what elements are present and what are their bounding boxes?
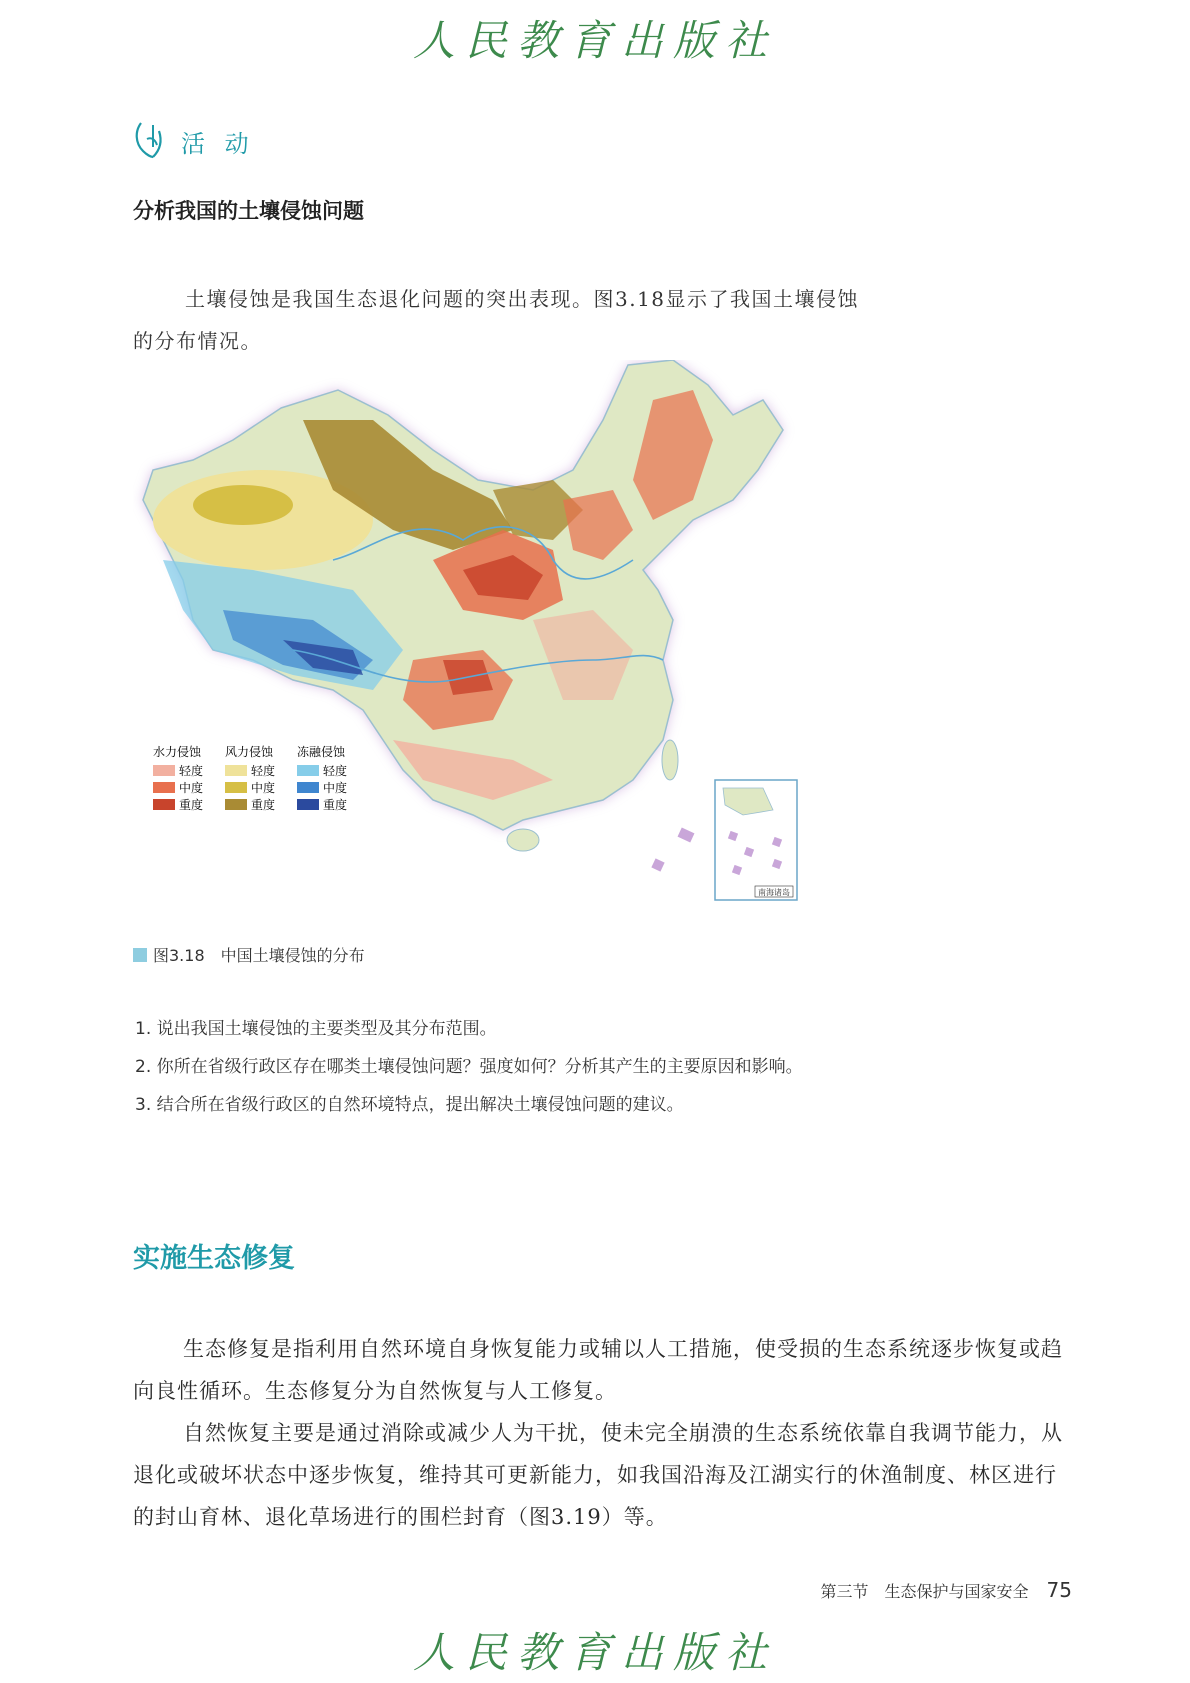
legend-water-light-swatch bbox=[153, 765, 175, 776]
question-item: 1. 说出我国土壤侵蚀的主要类型及其分布范围。 bbox=[135, 1019, 497, 1039]
question-item: 3. 结合所在省级行政区的自然环境特点，提出解决土壤侵蚀问题的建议。 bbox=[135, 1095, 684, 1115]
legend-wind-heavy-swatch bbox=[225, 799, 247, 810]
caption-marker-icon bbox=[133, 948, 147, 962]
question-list bbox=[135, 1010, 895, 1124]
island-marker bbox=[651, 858, 664, 871]
publisher-watermark-top: 人民教育出版社 bbox=[412, 16, 777, 65]
legend-water-light: 轻度 bbox=[179, 764, 204, 778]
legend-water-title: 水力侵蚀 bbox=[153, 745, 202, 759]
inset-label: 南海诸岛 bbox=[758, 888, 790, 897]
hainan-island bbox=[507, 829, 539, 851]
legend-wind bbox=[225, 744, 275, 812]
figure-caption bbox=[133, 943, 365, 966]
legend-freeze-heavy-swatch bbox=[297, 799, 319, 810]
legend-wind-medium-swatch bbox=[225, 782, 247, 793]
legend-freeze-medium: 中度 bbox=[323, 781, 348, 795]
intro-paragraph: 土壤侵蚀是我国生态退化问题的突出表现。图3.18显示了我国土壤侵蚀的分布情况。 bbox=[133, 287, 860, 353]
legend-freeze-title: 冻融侵蚀 bbox=[297, 745, 346, 759]
legend-water bbox=[153, 744, 203, 812]
activity-title: 分析我国的土壤侵蚀问题 bbox=[133, 199, 364, 223]
legend-water-heavy-swatch bbox=[153, 799, 175, 810]
activity-label: 活 动 bbox=[181, 130, 255, 158]
page-number: 75 bbox=[1046, 1578, 1072, 1602]
legend-freeze-light: 轻度 bbox=[323, 764, 348, 778]
legend-freeze-heavy: 重度 bbox=[323, 798, 348, 812]
legend-water-heavy: 重度 bbox=[179, 798, 204, 812]
legend-wind-title: 风力侵蚀 bbox=[225, 745, 274, 759]
body-paragraph-1: 生态修复是指利用自然环境自身恢复能力或辅以人工措施，使受损的生态系统逐步恢复或趋向良性循环。生态修复分为自然恢复与人工修复。 bbox=[133, 1337, 1063, 1403]
map-legend bbox=[153, 744, 347, 812]
china-map-graphic bbox=[133, 360, 863, 920]
footer-section: 第三节 生态保护与国家安全 bbox=[820, 1582, 1029, 1601]
body-paragraph-2: 自然恢复主要是通过消除或减少人为干扰，使未完全崩溃的生态系统依靠自我调节能力，从退化或破坏状态中逐步恢复，维持其可更新能力，如我国沿海及江湖实行的休渔制度、林区进行的封山育林、退化草场进行的围栏封育（图3.19）等。 bbox=[133, 1421, 1063, 1529]
legend-freeze-medium-swatch bbox=[297, 782, 319, 793]
soil-erosion-map bbox=[133, 360, 863, 920]
section-title: 实施生态修复 bbox=[133, 1243, 295, 1274]
legend-wind-medium: 中度 bbox=[251, 781, 276, 795]
south-china-sea-inset bbox=[715, 780, 797, 900]
legend-freeze-light-swatch bbox=[297, 765, 319, 776]
publisher-watermark-bottom: 人民教育出版社 bbox=[412, 1628, 777, 1677]
activity-icon bbox=[133, 117, 175, 161]
island-marker bbox=[678, 828, 695, 843]
legend-freeze bbox=[297, 744, 347, 812]
wind-erosion-medium bbox=[193, 485, 293, 525]
legend-wind-light: 轻度 bbox=[251, 764, 276, 778]
page-footer bbox=[821, 1578, 1072, 1602]
question-item: 2. 你所在省级行政区存在哪类土壤侵蚀问题？强度如何？分析其产生的主要原因和影响。 bbox=[135, 1057, 803, 1077]
taiwan-island bbox=[662, 740, 678, 780]
legend-wind-heavy: 重度 bbox=[251, 798, 276, 812]
legend-wind-light-swatch bbox=[225, 765, 247, 776]
legend-water-medium-swatch bbox=[153, 782, 175, 793]
figure-caption-text: 图3.18 中国土壤侵蚀的分布 bbox=[153, 946, 365, 965]
legend-water-medium: 中度 bbox=[179, 781, 204, 795]
